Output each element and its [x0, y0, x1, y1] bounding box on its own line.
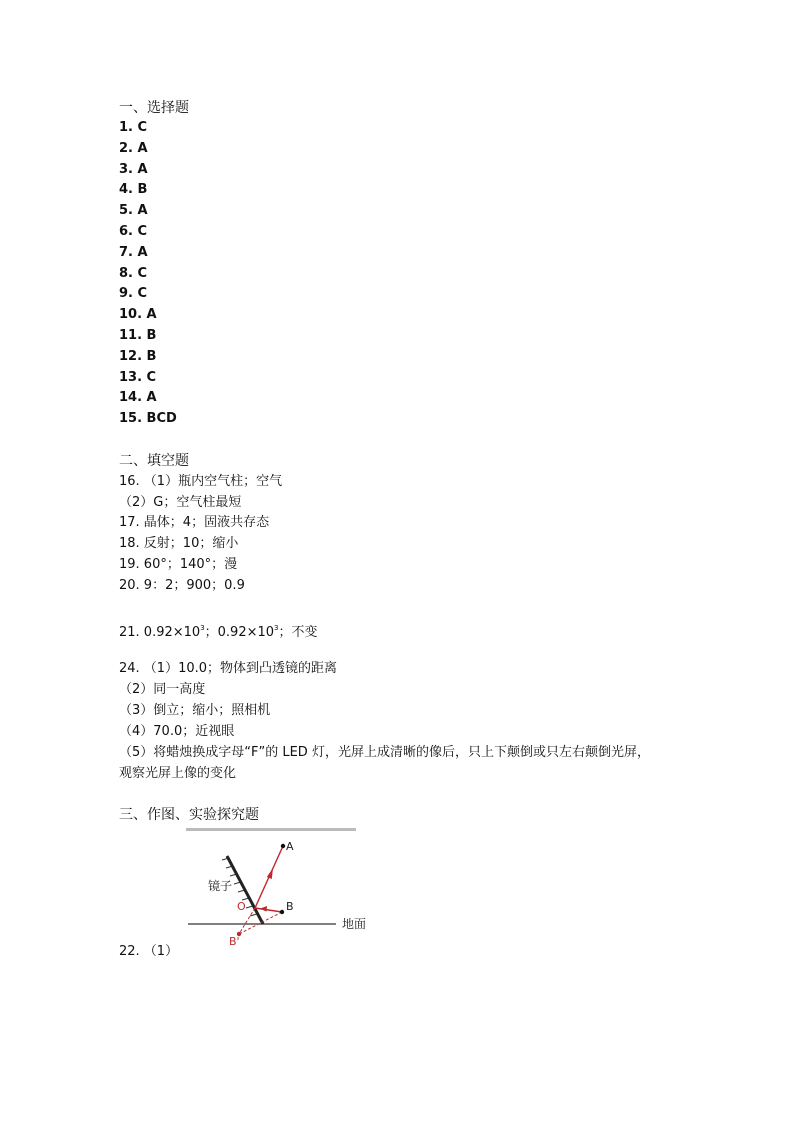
answer-21-prefix: 21. 0.92×10	[119, 625, 201, 640]
choice-answer: 12. B	[119, 348, 157, 364]
point-b-image-label: B'	[229, 935, 240, 948]
choice-answer: 6. C	[119, 224, 148, 239]
answer-16-part2: （2）G；空气柱最短	[119, 495, 242, 510]
incident-ray	[255, 908, 282, 912]
answer-18: 18. 反射；10；缩小	[119, 536, 239, 551]
ground-label: 地面	[342, 917, 367, 931]
answer-24-part5: （5）将蜡烛换成字母“F”的 LED 灯，光屏上成清晰的像后，只上下颠倒或只左右颠倒光屏，	[119, 745, 650, 760]
point-o-label: O	[237, 900, 246, 913]
choice-answer: 13. C	[119, 369, 157, 385]
mirror	[227, 856, 263, 924]
answer-21-suffix: ；不变	[278, 625, 318, 640]
answer-21-exponent-1: 3	[200, 624, 205, 632]
reflected-ray-arrow	[267, 868, 273, 879]
answer-24-part6: 观察光屏上像的变化	[119, 766, 237, 781]
choice-answer: 4. B	[119, 182, 148, 198]
mirror-reflection-diagram	[186, 828, 376, 952]
choice-answer: 11. B	[119, 328, 157, 343]
point-a-label: A	[286, 840, 294, 853]
point-a	[281, 844, 285, 848]
section-3-title: 三、作图、实验探究题	[119, 807, 259, 823]
section-1-title: 一、选择题	[119, 100, 189, 116]
cropped-caption-fragment	[186, 828, 356, 831]
answer-22-part1: 22. （1）	[119, 944, 179, 959]
choice-answer: 2. A	[119, 140, 148, 156]
answer-21-middle: ；0.92×10	[204, 625, 275, 640]
choice-answer: 5. A	[119, 203, 148, 219]
answer-19: 19. 60°；140°；漫	[119, 557, 238, 572]
section-2-title: 二、填空题	[119, 453, 189, 469]
answer-21	[119, 618, 318, 643]
answer-21-exponent-2: 3	[274, 624, 279, 632]
point-b-label: B	[286, 900, 294, 913]
choice-answer: 7. A	[119, 244, 148, 260]
mirror-label: 镜子	[208, 879, 233, 893]
answer-17: 17. 晶体；4；固液共存态	[119, 515, 270, 530]
choice-answer: 1. C	[119, 120, 148, 135]
choice-answer: 10. A	[119, 307, 157, 323]
choice-answer: 9. C	[119, 286, 148, 302]
answer-16-part1: 16. （1）瓶内空气柱；空气	[119, 474, 283, 489]
choice-answer: 3. A	[119, 161, 148, 177]
choice-answer: 15. BCD	[119, 411, 177, 427]
choice-answer: 14. A	[119, 390, 157, 406]
choice-answer: 8. C	[119, 265, 148, 281]
incident-ray-arrow	[260, 906, 267, 912]
answer-24-part2: （2）同一高度	[119, 682, 206, 697]
answer-20: 20. 9：2；900；0.9	[119, 578, 245, 593]
point-b	[280, 910, 284, 914]
answer-24-part3: （3）倒立；缩小；照相机	[119, 703, 271, 718]
answer-24-part1: 24. （1）10.0；物体到凸透镜的距离	[119, 661, 338, 676]
answer-24-part4: （4）70.0；近视眼	[119, 724, 235, 739]
